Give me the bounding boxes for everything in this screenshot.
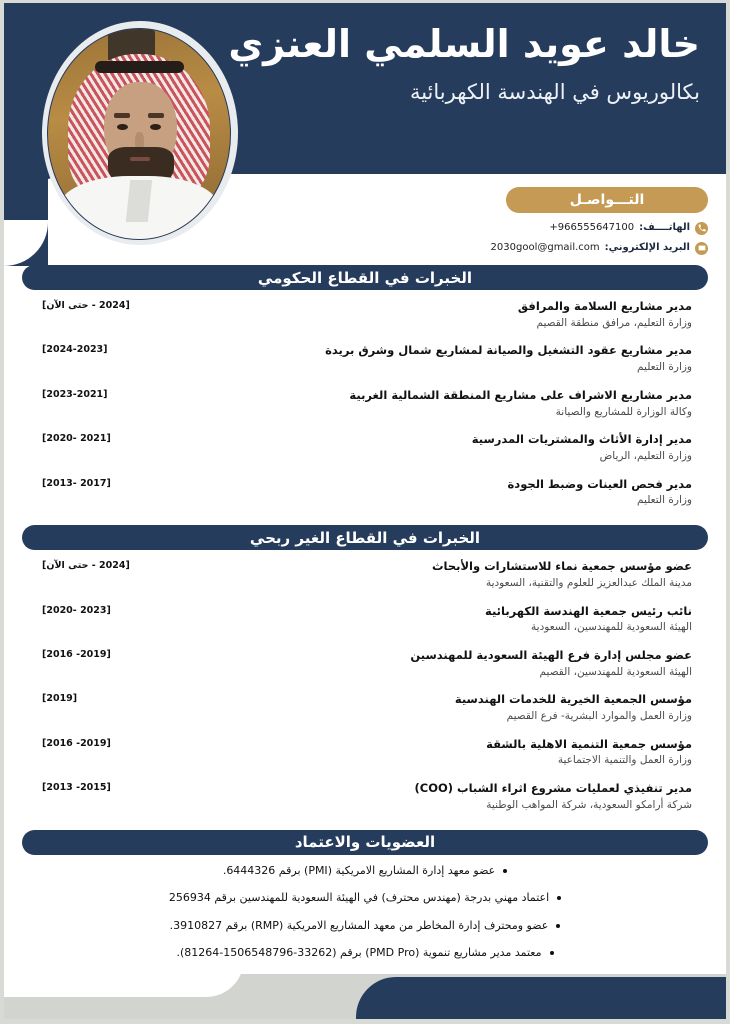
list-item — [22, 918, 708, 935]
entry-date: [2023-2021] — [42, 388, 108, 400]
entry-text — [162, 431, 692, 464]
bullet-icon — [550, 951, 554, 955]
entry-date: [2019- 2016] — [42, 648, 111, 660]
page-title: خالد عويد السلمي العنزي — [228, 22, 700, 66]
entry-text — [162, 298, 692, 331]
entry-date: [2024 - حتى الآن] — [42, 560, 130, 572]
entry-title: مدير مشاريع الاشراف على مشاريع المنطقة الشمالية الغربية — [349, 387, 692, 402]
entry-title: مدير إدارة الأثاث والمشتريات المدرسية — [471, 432, 692, 447]
entry-date: [2024-2023] — [42, 344, 108, 356]
entry-subtitle: وزارة التعليم، الرياض — [599, 449, 692, 462]
entry-text — [162, 387, 692, 420]
portrait-eye-right — [150, 124, 161, 130]
membership-text: عضو معهد إدارة المشاريع الامريكية (PMI) برقم 6444326. — [222, 863, 496, 877]
entry-title: مدير فحص العينات وضبط الجودة — [507, 476, 692, 491]
header-subtitle: بكالوريوس في الهندسة الكهربائية — [409, 79, 700, 104]
experience-entry — [22, 342, 708, 375]
phone-icon — [695, 222, 708, 235]
contact-heading: التـــواصـل — [506, 187, 708, 213]
entry-text — [162, 691, 692, 724]
experience-entry — [22, 387, 708, 420]
entry-title: مدير مشاريع عقود التشغيل والصيانة لمشاريع شمال وشرق بريدة — [325, 343, 692, 358]
memberships-list — [22, 863, 708, 962]
experience-entry — [22, 736, 708, 769]
entry-text — [162, 558, 692, 591]
header-left-wedge — [4, 174, 48, 266]
membership-text: عضو ومحترف إدارة المخاطر من معهد المشاريع الامريكية (RMP) برقم 3910827. — [169, 918, 549, 932]
entry-date: [2023 -2020] — [42, 604, 111, 616]
experience-entry — [22, 603, 708, 636]
experience-entry — [22, 476, 708, 509]
entry-subtitle: شركة أرامكو السعودية، شركة المواهب الوطنية — [486, 798, 692, 811]
experience-entry — [22, 558, 708, 591]
avatar — [42, 21, 238, 245]
list-item — [22, 863, 708, 880]
avatar-portrait — [47, 28, 231, 240]
entry-subtitle: مدينة الملك عبدالعزيز للعلوم والتقنية، السعودية — [485, 576, 692, 589]
portrait-brow-left — [114, 113, 130, 118]
entry-subtitle: الهيئة السعودية للمهندسين، السعودية — [531, 621, 692, 634]
entry-title: عضو مؤسس جمعية نماء للاستشارات والأبحاث — [431, 559, 692, 574]
entry-title: مدير مشاريع السلامة والمرافق — [517, 299, 692, 313]
entry-text — [162, 736, 692, 769]
contact-list — [368, 221, 708, 261]
entry-text — [162, 476, 692, 509]
portrait-eye-left — [117, 124, 128, 130]
membership-text: معتمد مدير مشاريع تنموية (PMD Pro) برقم (33262-1506548796-81264). — [176, 946, 542, 960]
page-frame — [4, 3, 726, 1019]
entry-subtitle: وكالة الوزارة للمشاريع والصيانة — [555, 405, 692, 418]
entry-subtitle: وزارة التعليم — [637, 361, 692, 374]
entry-text — [162, 780, 692, 813]
entry-subtitle: الهيئة السعودية للمهندسين، القصيم — [539, 665, 692, 678]
entry-title: عضو مجلس إدارة فرع الهيئة السعودية للمهندسين — [410, 647, 692, 662]
experience-entry — [22, 647, 708, 680]
entry-text — [162, 647, 692, 680]
contact-email-row — [368, 241, 708, 255]
entry-subtitle: وزارة العمل والتنمية الاجتماعية — [557, 754, 692, 767]
experience-entry — [22, 298, 708, 331]
entry-text — [162, 342, 692, 375]
email-value: 2030gool@gmail.com — [490, 242, 600, 253]
phone-label: الهاتــــف: — [639, 222, 690, 233]
portrait-mouth — [130, 157, 150, 161]
entry-title: مدير تنفيذي لعمليات مشروع اثراء الشباب (COO) — [414, 781, 692, 796]
portrait-brow-right — [148, 113, 164, 118]
entry-title: مؤسس جمعية التنمية الاهلية بالشقة — [486, 736, 692, 751]
section-heading-government: الخبرات في القطاع الحكومي — [22, 265, 708, 290]
email-label: البريد الإلكتروني: — [604, 242, 690, 253]
entry-subtitle: وزارة العمل والموارد البشرية- فرع القصيم — [506, 710, 692, 723]
membership-text: اعتماد مهني بدرجة (مهندس محترف) في الهيئة السعودية للمهندسين برقم 256934 — [168, 891, 550, 905]
envelope-icon — [695, 242, 708, 255]
list-item — [22, 945, 708, 962]
section-heading-memberships: العضويات والاعتماد — [22, 830, 708, 855]
bullet-icon — [556, 924, 560, 928]
experience-entry — [22, 691, 708, 724]
section-heading-nonprofit: الخبرات في القطاع الغير ربحي — [22, 525, 708, 550]
contact-phone-row — [368, 221, 708, 235]
entry-text — [162, 603, 692, 636]
portrait-collar — [126, 180, 152, 222]
list-item — [22, 890, 708, 907]
cv-content — [4, 265, 726, 973]
portrait-igal — [95, 61, 184, 74]
experience-entry — [22, 431, 708, 464]
entry-title: مؤسس الجمعية الخيرية للخدمات الهندسية — [454, 692, 692, 707]
footer-navy-curve — [356, 977, 726, 1019]
experience-entry — [22, 780, 708, 813]
section-entries-government — [22, 298, 708, 509]
entry-subtitle: وزارة التعليم — [637, 494, 692, 507]
entry-subtitle: وزارة التعليم، مرافق منطقة القصيم — [536, 316, 692, 329]
entry-date: [2021 -2020] — [42, 433, 111, 445]
bullet-icon — [557, 896, 561, 900]
phone-value: +966555647100 — [549, 222, 635, 233]
entry-date: [2019] — [42, 693, 78, 705]
header-titles — [180, 21, 700, 106]
entry-date: [2024 - حتى الآن] — [42, 300, 130, 311]
bullet-icon — [503, 869, 507, 873]
section-entries-nonprofit — [22, 558, 708, 814]
entry-title: نائب رئيس جمعية الهندسة الكهربائية — [485, 603, 692, 618]
entry-date: [2015- 2013] — [42, 782, 111, 794]
entry-date: [2019- 2016] — [42, 737, 111, 749]
entry-date: [2017 -2013] — [42, 477, 111, 489]
